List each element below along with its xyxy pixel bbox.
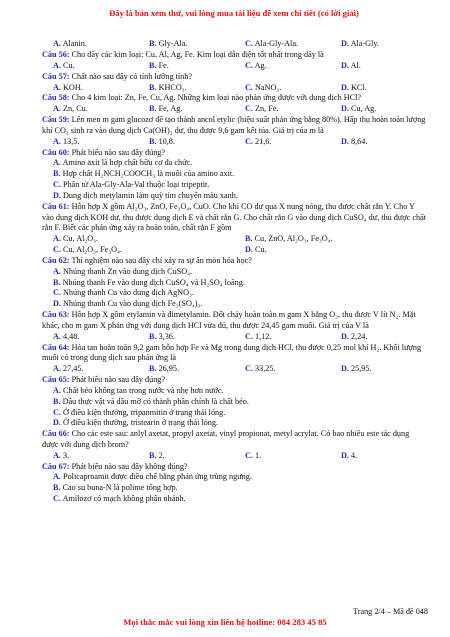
q55-options [42, 39, 426, 50]
preview-banner: Đây là bản xem thử, vui lòng mua tài liệu để xem chi tiết (có lời giải) [109, 8, 359, 18]
q56-option-d[interactable]: D. Al. [341, 61, 361, 70]
q55-option-b[interactable]: B. Gly-Ala. [149, 39, 188, 49]
page-code: Trang 2/4 – Mã đề 048 [353, 607, 428, 616]
q59-option-a[interactable]: A. 13,5. [53, 136, 80, 146]
question-62: Câu 62: Thí nghiệm nào sau đây chỉ xảy ra sự ăn mòn hóa học? [42, 255, 252, 265]
q66-option-c[interactable]: C. 1. [245, 450, 262, 460]
q65-option-c[interactable]: C. Ở điều kiện thường, tripanmitin ở trạng thái lỏng. [53, 407, 226, 417]
q61-option-a[interactable]: A. Cu, Al₂O₃. [53, 234, 99, 244]
q55-option-c[interactable]: C. Ala-Gly-Ala. [245, 39, 299, 49]
q56-option-c[interactable]: C. Ag. [245, 61, 267, 70]
question-56: Câu 56: Cho dãy các kim loại: Cu, Al, Ag, Fe. Kim loại dẫn điện tốt nhất trong dãy là [42, 50, 324, 60]
q61-option-d[interactable]: D. Cu. [245, 245, 267, 255]
q57-options [42, 83, 426, 94]
q62-option-d[interactable]: D. Nhúng thanh Cu vào dung dịch Fe₂(SO₄)₃. [53, 299, 203, 309]
question-64: Câu 64: Hòa tan hoàn toàn 9,2 gam hỗn hợp Fe và Mg trong dung dịch HCl, thu được 0,25 mol khí H₂. Khối lượng muối có trong dung dịch sau phản ứng là [42, 342, 422, 363]
q59-options [42, 137, 426, 148]
q59-option-d[interactable]: D. 8,64. [341, 136, 368, 146]
q56-options [42, 61, 426, 72]
question-59: Câu 59: Lên men m gam glucozơ để tạo thành ancol etylic (hiệu suất phản ứng bằng 80%). Hấp thụ hoàn toàn lượng khí CO₂ sinh ra vào dung dịch Ca(OH)₂ dư, thu được 9,6 gam kết tủa. Giá trị của m là [42, 115, 426, 135]
q58-option-a[interactable]: A. Zn, Cu. [53, 104, 88, 114]
hotline-notice: Mọi thắc mắc vui lòng xin liên hệ hotline: 084 283 45 85 [123, 617, 327, 627]
q61-option-b[interactable]: B. Cu, ZnO, Al₂O₃, Fe₃O₄. [245, 234, 333, 244]
q64-option-a[interactable]: A. 27,45. [53, 364, 84, 374]
q64-options [42, 364, 426, 375]
q56-option-b[interactable]: B. Fe. [149, 61, 169, 70]
q57-option-c[interactable]: C. NaNO₃. [245, 82, 282, 92]
question-58: Câu 58: Cho 4 kim loại: Zn, Fe, Cu, Ag. Những kim loại nào phản ứng được với dung dịch HCl? [42, 93, 361, 103]
q58-option-d[interactable]: D. Cu, Ag. [341, 104, 377, 114]
q66-option-a[interactable]: A. 3. [53, 450, 70, 460]
q63-option-b[interactable]: B. 3,36. [149, 331, 175, 341]
q57-option-d[interactable]: D. KCl. [341, 82, 367, 92]
question-66: Câu 66: Cho các este sau: anlyl axetat, propyl axetat, vinyl propionat, metyl acrylat. Có bao nhiêu este tác dụng được với dung dịch brom? [42, 429, 410, 449]
q63-option-a[interactable]: A. 4,48. [53, 331, 80, 341]
q67-option-c[interactable]: C. Amilozơ có mạch không phân nhánh. [53, 494, 186, 504]
q60-option-d[interactable]: D. Dung dịch metylamin làm quỳ tím chuyển màu xanh. [53, 190, 238, 200]
q60-option-b[interactable]: B. Hợp chất H₂NCH₂COOCH₃ là muối của amino axit. [53, 169, 235, 179]
q66-options [42, 451, 426, 462]
q61-options-cd [42, 245, 426, 256]
q58-option-c[interactable]: C. Zn, Fe. [245, 104, 279, 114]
q58-options [42, 104, 426, 115]
q60-option-a[interactable]: A. Amino axit là hợp chất hữu cơ đa chức. [53, 158, 193, 168]
q67-option-a[interactable]: A. Policaproamit được điều chế bằng phản ứng trùng ngưng. [53, 472, 252, 482]
q60-option-c[interactable]: C. Phân tử Ala-Gly-Ala-Val thuộc loại tripeptit. [53, 180, 210, 190]
q56-option-a[interactable]: A. Cu. [53, 61, 75, 70]
question-67: Câu 67: Phát biểu nào sau đây không đúng? [42, 461, 188, 471]
q63-option-d[interactable]: D. 2,24. [341, 331, 368, 341]
q65-option-b[interactable]: B. Dầu thực vật và dầu mỡ có thành phần chính là chất béo. [53, 396, 249, 406]
q62-option-c[interactable]: C. Nhúng thanh Cu vào dung dịch AgNO₃. [53, 288, 194, 298]
exam-page [42, 8, 426, 505]
q64-option-d[interactable]: D. 25,95. [341, 364, 372, 374]
q57-option-b[interactable]: B. KHCO₃. [149, 82, 187, 92]
q64-option-b[interactable]: B. 26,95. [149, 364, 180, 374]
q65-option-a[interactable]: A. Chất béo không tan trong nước và nhẹ hơn nước. [53, 385, 224, 395]
q55-option-d[interactable]: D. Ala-Gly. [341, 39, 379, 49]
q66-option-b[interactable]: B. 2. [149, 450, 165, 460]
q58-option-b[interactable]: B. Fe, Ag. [149, 104, 183, 114]
q62-option-a[interactable]: A. Nhúng thanh Zn vào dung dịch CuSO₄. [53, 266, 193, 276]
q66-option-d[interactable]: D. 4. [341, 450, 358, 460]
q63-option-c[interactable]: C. 1,12. [245, 331, 272, 341]
question-57: Câu 57: Chất nào sau đây có tính lưỡng tính? [42, 71, 192, 81]
question-60: Câu 60: Phát biểu nào sau đây đúng? [42, 147, 166, 157]
q65-option-d[interactable]: D. Ở điều kiện thường, tristearin ở trạng thái lỏng. [53, 418, 218, 428]
question-65: Câu 65: Phát biểu nào sau đây đúng? [42, 375, 166, 385]
q67-option-b[interactable]: B. Cao su buna-N là polime tổng hợp. [53, 483, 178, 493]
q55-option-a[interactable]: A. Alanin. [53, 39, 87, 49]
q64-option-c[interactable]: C. 33,25. [245, 364, 276, 374]
q63-options [42, 332, 426, 343]
q57-option-a[interactable]: A. KOH. [53, 82, 83, 92]
q59-option-c[interactable]: C. 21,6. [245, 136, 272, 146]
q61-option-c[interactable]: C. Cu, Al₂O₃, Fe₃O₄. [53, 245, 122, 255]
q59-option-b[interactable]: B. 10,8. [149, 136, 175, 146]
q61-options-ab [42, 234, 426, 245]
question-61: Câu 61: Hỗn hợp X gồm Al₂O₃, ZnO, Fe₃O₄, CuO. Cho khí CO dư qua X nung nóng, thu được chất rắn Y. Cho Y vào dung dịch KOH dư, thu được dung dịch E và chất rắn G. Cho chất rắn G vào dung dịch CuSO₄ dư, thu được chất rắn F. Biết các phản ứng xảy ra hoàn toàn, chất rắn F gồm [42, 201, 426, 233]
q62-option-b[interactable]: B. Nhúng thanh Fe vào dung dịch CuSO₄ và H₂SO₄ loãng. [53, 277, 245, 287]
question-63: Câu 63: Hỗn hợp X gồm etylamin và đimetylamin. Đốt cháy hoàn toàn m gam X bằng O₂, thu được V lít N₂. Mặt khác, cho m gam X phản ứng với dung dịch HCl vừa đủ, thu được 24,45 gam muối. Giá trị của V là [42, 310, 416, 330]
